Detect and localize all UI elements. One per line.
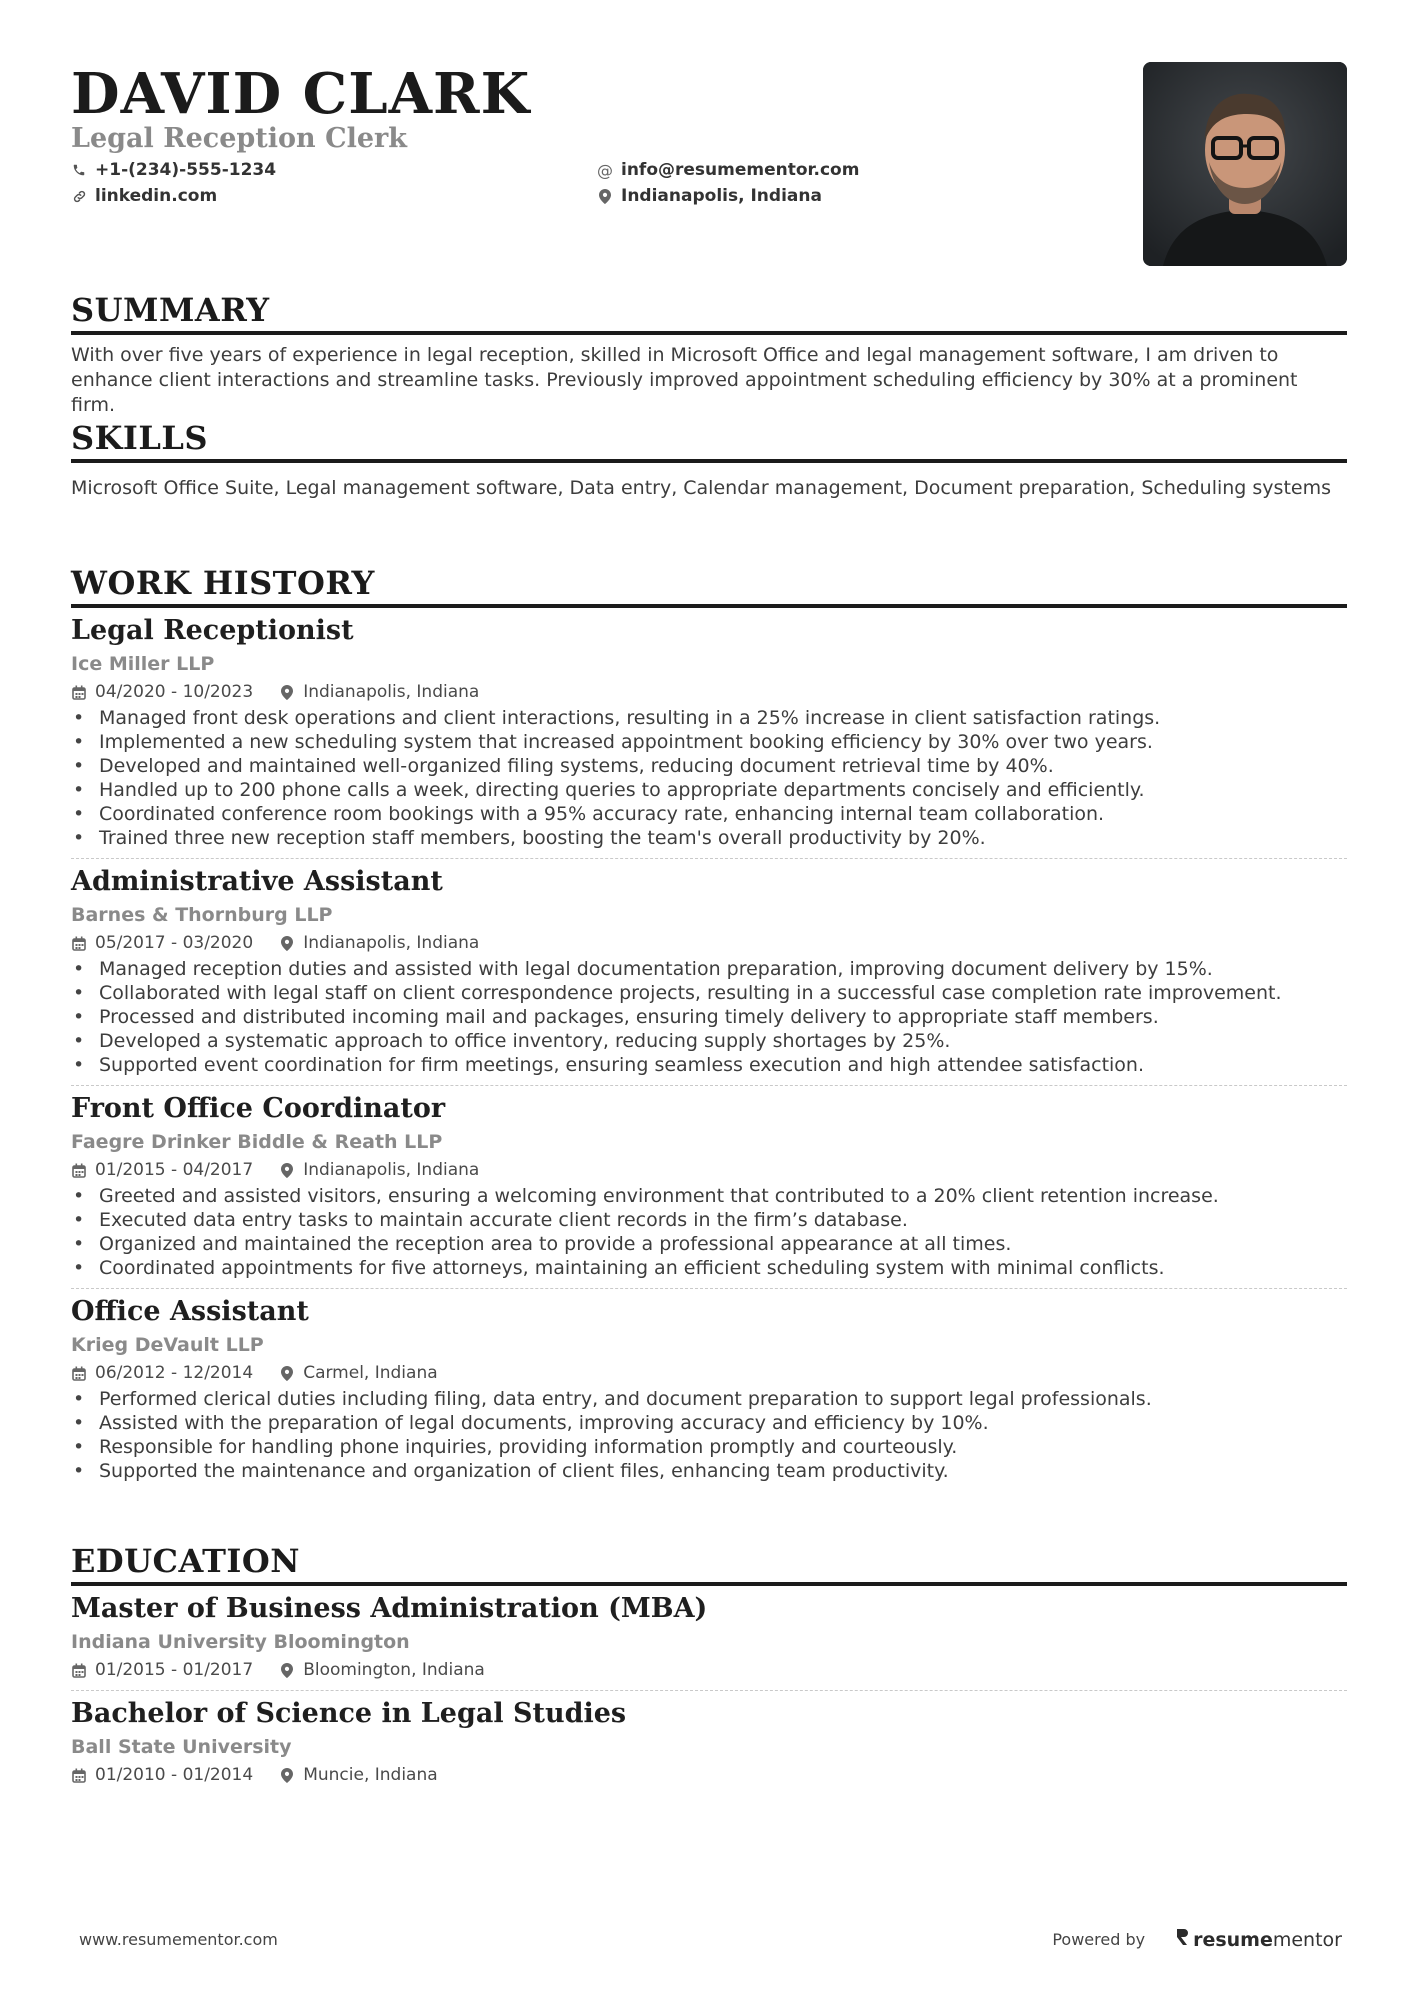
section-divider	[71, 604, 1347, 608]
phone-text: +1-(234)-555-1234	[95, 160, 277, 180]
brand-name-light: mentor	[1272, 1928, 1342, 1951]
section-divider	[71, 1582, 1347, 1586]
job-location: Indianapolis, Indiana	[303, 682, 480, 702]
summary-text: With over five years of experience in legal reception, skilled in Microsoft Office and legal management software, I am driven to enhance client interactions and streamline tasks. Previously improved appointment scheduling efficiency by 30% at a prominent firm.	[71, 344, 1298, 416]
job-title: Office Assistant	[71, 1296, 309, 1327]
brand-mark-icon	[1175, 1927, 1189, 1952]
job-dates: 06/2012 - 12/2014	[95, 1363, 254, 1383]
profile-photo	[1143, 62, 1347, 266]
job-bullet: • Greeted and assisted visitors, ensuring a welcoming environment that contributed to a 20% client retention increase.	[71, 1184, 1347, 1208]
education-degree: Bachelor of Science in Legal Studies	[71, 1698, 627, 1729]
job-bullet: • Assisted with the preparation of legal documents, improving accuracy and efficiency by 10%.	[71, 1411, 1347, 1435]
candidate-role: Legal Reception Clerk	[71, 123, 407, 154]
job-meta	[71, 680, 1347, 704]
section-title-skills: SKILLS	[71, 419, 208, 457]
job-dates: 04/2020 - 10/2023	[95, 682, 254, 702]
linkedin-text: linkedin.com	[95, 186, 218, 206]
at-icon: @	[597, 160, 613, 180]
map-pin-icon	[279, 1767, 295, 1783]
calendar-icon	[71, 1365, 87, 1381]
job-dates: 05/2017 - 03/2020	[95, 933, 254, 953]
section-title-education: EDUCATION	[71, 1542, 300, 1580]
section-title-work: WORK HISTORY	[71, 564, 375, 602]
job-bullet: • Managed front desk operations and client interactions, resulting in a 25% increase in client satisfaction ratings.	[71, 706, 1347, 730]
footer-powered-by	[1052, 1927, 1342, 1952]
job-company: Barnes & Thornburg LLP	[71, 904, 333, 926]
job-bullet: • Coordinated appointments for five attorneys, maintaining an efficient scheduling system with minimal conflicts.	[71, 1256, 1347, 1280]
job-title: Administrative Assistant	[71, 866, 443, 897]
job-bullet: • Trained three new reception staff members, boosting the team's overall productivity by 20%.	[71, 826, 1347, 850]
brand-logo[interactable]	[1175, 1927, 1342, 1952]
candidate-name: DAVID CLARK	[71, 61, 531, 127]
job-bullet: • Developed a systematic approach to office inventory, reducing supply shortages by 25%.	[71, 1029, 1347, 1053]
education-entry	[71, 1697, 1347, 1787]
section-title-summary: SUMMARY	[71, 291, 270, 329]
calendar-icon	[71, 684, 87, 700]
link-icon	[71, 188, 87, 204]
job-title: Front Office Coordinator	[71, 1093, 446, 1124]
job-bullets	[71, 1387, 1347, 1483]
job-company: Faegre Drinker Biddle & Reath LLP	[71, 1131, 443, 1153]
job-bullet: • Implemented a new scheduling system that increased appointment booking efficiency by 30% over two years.	[71, 730, 1347, 754]
entry-divider	[71, 1085, 1347, 1086]
job-meta	[71, 1361, 1347, 1385]
education-section	[71, 1541, 1347, 1787]
job-bullet: • Coordinated conference room bookings with a 95% accuracy rate, enhancing internal team collaboration.	[71, 802, 1347, 826]
job-bullet: • Executed data entry tasks to maintain accurate client records in the firm’s database.	[71, 1208, 1347, 1232]
job-bullet: • Supported event coordination for firm meetings, ensuring seamless execution and high attendee satisfaction.	[71, 1053, 1347, 1077]
entry-divider	[71, 1690, 1347, 1691]
job-entry	[71, 614, 1347, 859]
job-entry	[71, 1295, 1347, 1483]
map-pin-icon	[279, 935, 295, 951]
education-dates: 01/2010 - 01/2014	[95, 1765, 254, 1785]
job-bullet: • Responsible for handling phone inquiries, providing information promptly and courteously.	[71, 1435, 1347, 1459]
education-location: Bloomington, Indiana	[303, 1660, 485, 1680]
job-title: Legal Receptionist	[71, 615, 354, 646]
job-bullet: • Performed clerical duties including filing, data entry, and document preparation to support legal professionals.	[71, 1387, 1347, 1411]
map-pin-icon	[279, 1662, 295, 1678]
education-school: Indiana University Bloomington	[71, 1631, 410, 1653]
education-meta	[71, 1658, 1347, 1682]
section-divider	[71, 331, 1347, 335]
job-bullet: • Supported the maintenance and organization of client files, enhancing team productivity.	[71, 1459, 1347, 1483]
summary-section	[71, 290, 1347, 418]
powered-by-label: Powered by	[1052, 1930, 1146, 1949]
map-pin-icon	[279, 684, 295, 700]
education-dates: 01/2015 - 01/2017	[95, 1660, 254, 1680]
work-history-section	[71, 563, 1347, 1483]
calendar-icon	[71, 1662, 87, 1678]
job-entry	[71, 865, 1347, 1086]
education-school: Ball State University	[71, 1736, 292, 1758]
job-entry	[71, 1092, 1347, 1289]
job-bullet: • Processed and distributed incoming mail and packages, ensuring timely delivery to appropriate staff members.	[71, 1005, 1347, 1029]
contact-location	[597, 186, 822, 206]
job-bullet: • Handled up to 200 phone calls a week, directing queries to appropriate departments concisely and efficiently.	[71, 778, 1347, 802]
phone-icon	[71, 162, 87, 178]
job-meta	[71, 1158, 1347, 1182]
job-bullets	[71, 1184, 1347, 1280]
job-bullet: • Organized and maintained the reception area to provide a professional appearance at all times.	[71, 1232, 1347, 1256]
job-bullet: • Managed reception duties and assisted with legal documentation preparation, improving document delivery by 15%.	[71, 957, 1347, 981]
email-text: info@resumementor.com	[621, 160, 860, 180]
education-meta	[71, 1763, 1347, 1787]
job-bullet: • Collaborated with legal staff on client correspondence projects, resulting in a successful case completion rate improvement.	[71, 981, 1347, 1005]
map-pin-icon	[279, 1365, 295, 1381]
job-bullet: • Developed and maintained well-organized filing systems, reducing document retrieval time by 40%.	[71, 754, 1347, 778]
contact-email[interactable]	[597, 160, 859, 180]
map-pin-icon	[597, 188, 613, 204]
job-bullets	[71, 706, 1347, 850]
contact-linkedin[interactable]	[71, 186, 217, 206]
education-entry	[71, 1592, 1347, 1691]
education-degree: Master of Business Administration (MBA)	[71, 1593, 708, 1624]
entry-divider	[71, 858, 1347, 859]
skills-section	[71, 418, 1347, 501]
entry-divider	[71, 1288, 1347, 1289]
job-location: Indianapolis, Indiana	[303, 1160, 480, 1180]
job-company: Krieg DeVault LLP	[71, 1334, 264, 1356]
resume-header	[71, 0, 1347, 280]
calendar-icon	[71, 1767, 87, 1783]
calendar-icon	[71, 935, 87, 951]
job-location: Carmel, Indiana	[303, 1363, 438, 1383]
job-bullets	[71, 957, 1347, 1077]
map-pin-icon	[279, 1162, 295, 1178]
resume-page	[71, 0, 1347, 1785]
job-location: Indianapolis, Indiana	[303, 933, 480, 953]
job-company: Ice Miller LLP	[71, 653, 215, 675]
location-text: Indianapolis, Indiana	[621, 186, 822, 206]
section-divider	[71, 459, 1347, 463]
footer-website[interactable]: www.resumementor.com	[79, 1930, 278, 1949]
brand-name-bold: resume	[1193, 1928, 1273, 1951]
job-dates: 01/2015 - 04/2017	[95, 1160, 254, 1180]
contact-phone	[71, 160, 276, 180]
calendar-icon	[71, 1162, 87, 1178]
job-meta	[71, 931, 1347, 955]
education-location: Muncie, Indiana	[303, 1765, 438, 1785]
skills-text: Microsoft Office Suite, Legal management software, Data entry, Calendar management, Document preparation, Scheduling systems	[71, 477, 1331, 499]
